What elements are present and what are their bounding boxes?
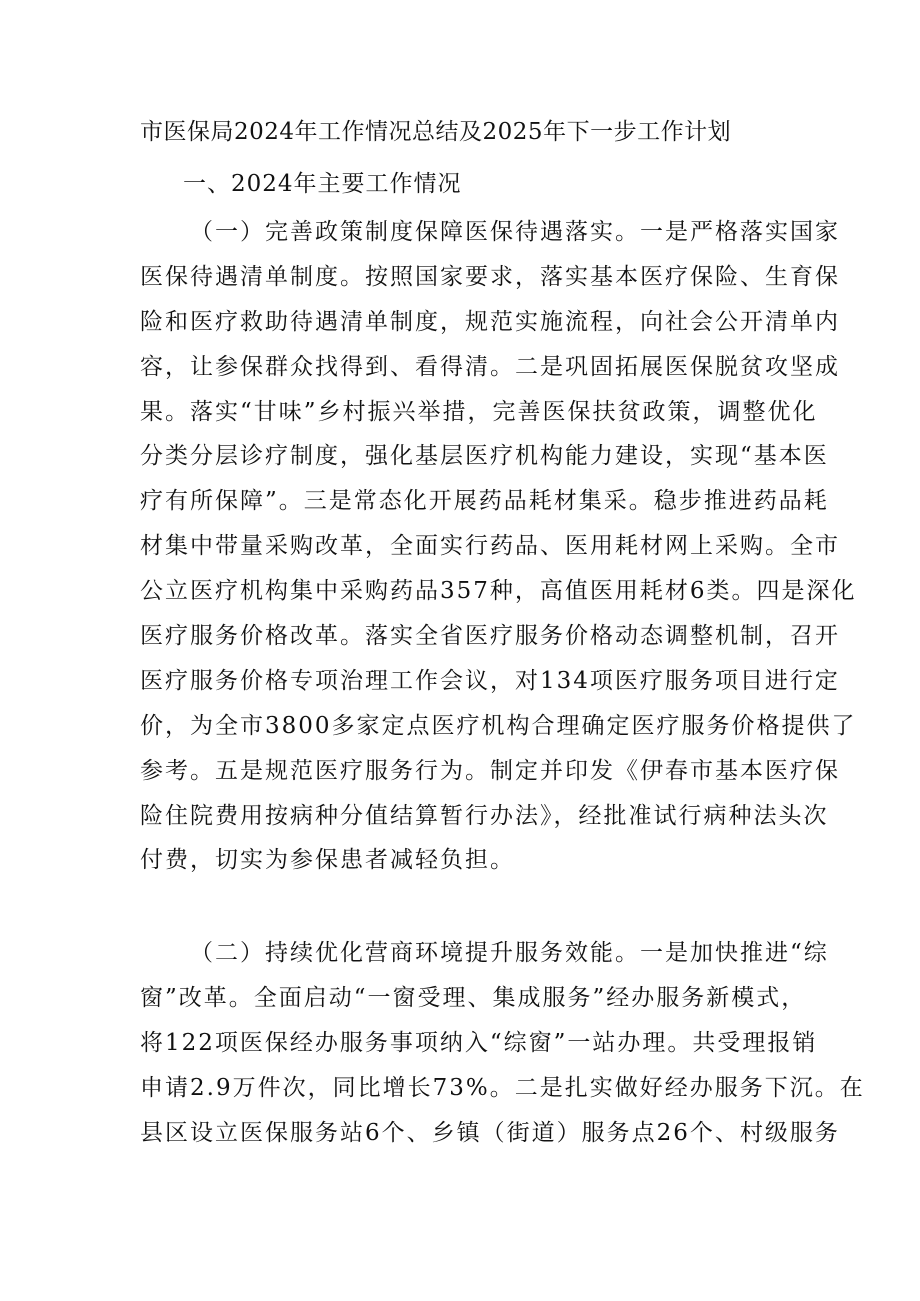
document-title: 市医保局2024年工作情况总结及2025年下一步工作计划 <box>140 119 732 145</box>
paragraph-line: （一）完善政策制度保障医保待遇落实。一是严格落实国家 <box>190 219 840 245</box>
paragraph-line: 材集中带量采购改革，全面实行药品、医用耗材网上采购。全市 <box>140 533 840 560</box>
paragraph-line: 医保待遇清单制度。按照国家要求，落实基本医疗保险、生育保 <box>140 263 840 290</box>
paragraph-business-environment <box>140 931 865 1155</box>
paragraph-line: 参考。五是规范医疗服务行为。制定并印发《伊春市基本医疗保 <box>140 757 840 784</box>
paragraph-line: （二）持续优化营商环境提升服务效能。一是加快推进“综 <box>190 940 829 966</box>
paragraph-line: 医疗服务价格专项治理工作会议，对134项医疗服务项目进行定 <box>140 667 840 694</box>
paragraph-line: 将122项医保经办服务事项纳入“综窗”一站办理。共受理报销 <box>140 1029 818 1056</box>
paragraph-line: 险住院费用按病种分值结算暂行办法》，经批准试行病种法头次 <box>140 802 829 829</box>
paragraph-line: 窗”改革。全面启动“一窗受理、集成服务”经办服务新模式， <box>140 984 807 1011</box>
paragraph-line: 险和医疗救助待遇清单制度，规范实施流程，向社会公开清单内 <box>140 308 840 335</box>
paragraph-line: 县区设立医保服务站6个、乡镇（街道）服务点26个、村级服务 <box>140 1119 840 1146</box>
paragraph-line: 公立医疗机构集中采购药品357种，高值医用耗材6类。四是深化 <box>140 578 857 605</box>
paragraph-line: 果。落实“甘味”乡村振兴举措，完善医保扶贫政策，调整优化 <box>140 398 818 425</box>
paragraph-line: 价，为全市3800多家定点医疗机构合理确定医疗服务价格提供了 <box>140 712 857 739</box>
paragraph-line: 申请2.9万件次，同比增长73%。二是扎实做好经办服务下沉。在 <box>140 1074 865 1101</box>
paragraph-line: 付费，切实为参保患者减轻负担。 <box>140 847 515 874</box>
section-heading: 一、2024年主要工作情况 <box>183 171 462 197</box>
paragraph-policy-system <box>140 210 857 883</box>
paragraph-line: 医疗服务价格改革。落实全省医疗服务价格动态调整机制，召开 <box>140 623 840 650</box>
paragraph-line: 分类分层诊疗制度，强化基层医疗机构能力建设，实现“基本医 <box>140 443 829 470</box>
paragraph-line: 容，让参保群众找得到、看得清。二是巩固拓展医保脱贫攻坚成 <box>140 353 840 380</box>
paragraph-line: 疗有所保障”。三是常态化开展药品耗材集采。稳步推进药品耗 <box>140 488 829 515</box>
